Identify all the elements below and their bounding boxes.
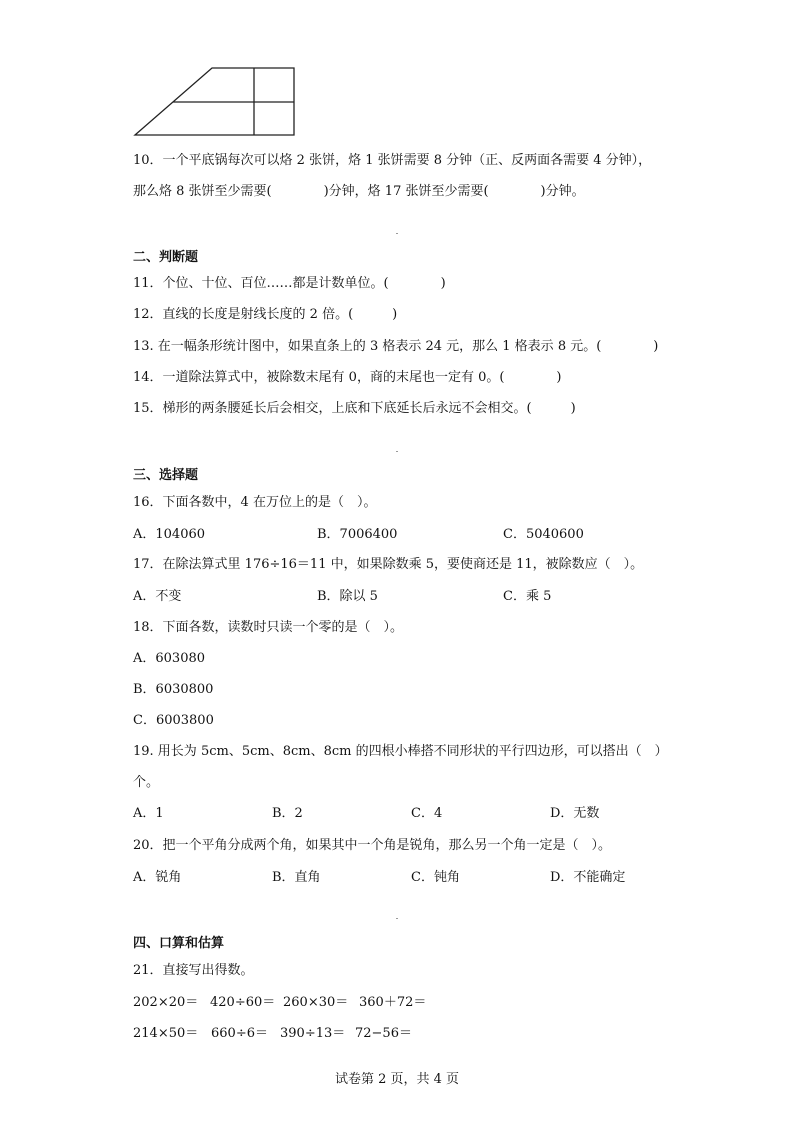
separator-dot bbox=[396, 233, 398, 234]
separator-dot bbox=[396, 451, 398, 452]
question-17-stem: 17．在除法算式里 176÷16＝11 中，如果除数乘 5，要使商还是 11，被除数应（ ）。 bbox=[133, 557, 644, 572]
calc-item: 660÷6＝ bbox=[211, 1026, 268, 1041]
question-20-option-b: B．直角 bbox=[272, 870, 321, 885]
separator-dot bbox=[396, 918, 398, 919]
question-12: 12．直线的长度是射线长度的 2 倍。( ) bbox=[133, 307, 398, 322]
question-16-option-a: A．104060 bbox=[133, 527, 206, 542]
question-11: 11．个位、十位、百位……都是计数单位。( ) bbox=[133, 276, 446, 291]
question-16-stem: 16．下面各数中，4 在万位上的是（ ）。 bbox=[133, 495, 377, 510]
calc-item: 390÷13＝ bbox=[280, 1026, 346, 1041]
question-16-option-b: B．7006400 bbox=[317, 527, 398, 542]
question-19-option-d: D．无数 bbox=[550, 806, 600, 821]
section-2-title: 二、判断题 bbox=[133, 250, 199, 265]
question-18-option-a: A．603080 bbox=[133, 651, 206, 666]
page-footer: 试卷第 2 页，共 4 页 bbox=[334, 1072, 460, 1087]
question-20-stem: 20．把一个平角分成两个角，如果其中一个角是锐角，那么另一个角一定是（ ）。 bbox=[133, 838, 612, 853]
question-20-option-c: C．钝角 bbox=[411, 870, 460, 885]
question-18-stem: 18．下面各数，读数时只读一个零的是（ ）。 bbox=[133, 620, 404, 635]
calc-item: 202×20＝ bbox=[133, 995, 199, 1010]
question-15: 15．梯形的两条腰延长后会相交，上底和下底延长后永远不会相交。( ) bbox=[133, 401, 576, 416]
calc-item: 260×30＝ bbox=[283, 995, 349, 1010]
question-14: 14．一道除法算式中，被除数末尾有 0，商的末尾也一定有 0。( ) bbox=[133, 370, 562, 385]
calc-item: 420÷60＝ bbox=[210, 995, 276, 1010]
question-10-line-1: 10．一个平底锅每次可以烙 2 张饼，烙 1 张饼需要 8 分钟（正、反两面各需要 4 分钟）， bbox=[133, 153, 652, 168]
question-19-stem-line-1: 19. 用长为 5cm、5cm、8cm、8cm 的四根小棒搭不同形状的平行四边形，可以搭出（ ） bbox=[133, 744, 668, 759]
section-3-title: 三、选择题 bbox=[133, 468, 199, 483]
question-16-option-c: C．5040600 bbox=[503, 527, 584, 542]
question-21-stem: 21．直接写出得数。 bbox=[133, 963, 254, 978]
calc-item: 360＋72＝ bbox=[359, 995, 427, 1010]
question-18-option-b: B．6030800 bbox=[133, 682, 214, 697]
question-19-option-c: C．4 bbox=[411, 806, 443, 821]
question-19-option-b: B．2 bbox=[272, 806, 303, 821]
question-20-option-a: A．锐角 bbox=[133, 870, 182, 885]
question-17-option-a: A．不变 bbox=[133, 589, 182, 604]
section-4-title: 四、口算和估算 bbox=[133, 936, 225, 951]
question-10-line-2: 那么烙 8 张饼至少需要( )分钟，烙 17 张饼至少需要( )分钟。 bbox=[133, 184, 585, 199]
question-19-stem-line-2: 个。 bbox=[133, 775, 160, 790]
calc-item: 214×50＝ bbox=[133, 1026, 199, 1041]
question-13: 13. 在一幅条形统计图中，如果直条上的 3 格表示 24 元，那么 1 格表示 8 元。( ) bbox=[133, 339, 659, 354]
question-18-option-c: C．6003800 bbox=[133, 713, 214, 728]
question-20-option-d: D．不能确定 bbox=[550, 870, 626, 885]
question-17-option-c: C．乘 5 bbox=[503, 589, 552, 604]
question-19-option-a: A．1 bbox=[133, 806, 164, 821]
calc-item: 72−56＝ bbox=[355, 1026, 412, 1041]
question-17-option-b: B．除以 5 bbox=[317, 589, 378, 604]
